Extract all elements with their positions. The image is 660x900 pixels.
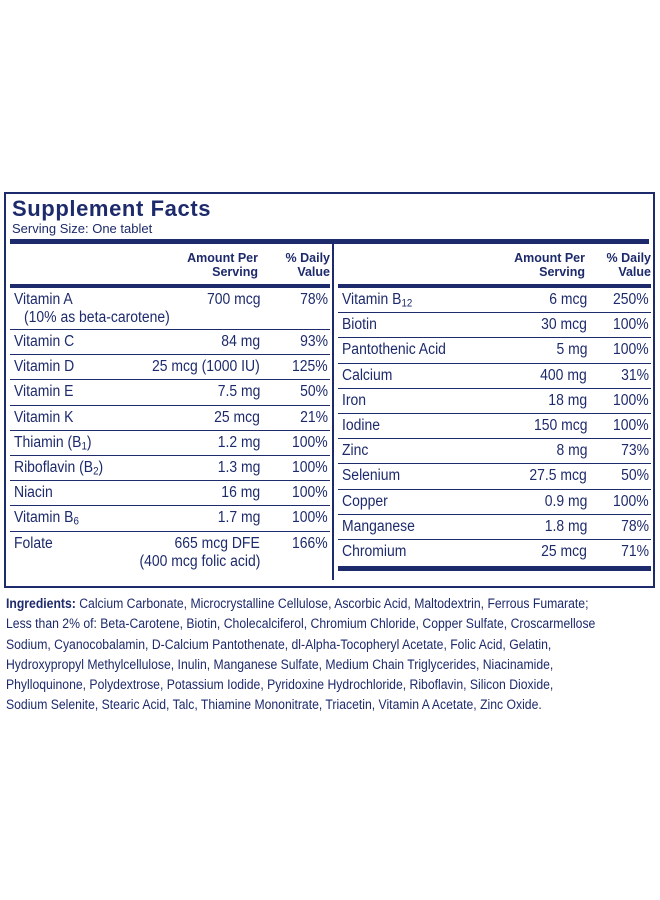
nutrient-amount: 665 mcg DFE [174,534,260,552]
nutrient-rows-left [10,288,330,573]
nutrient-name [342,367,392,385]
nutrient-amount: 30 mcg [541,316,587,334]
nutrient-row [338,389,651,414]
nutrient-daily-value: 100% [613,316,649,334]
dv-header [278,251,330,279]
nutrient-amount: 8 mg [555,442,587,460]
nutrient-name [342,543,406,561]
nutrient-name [342,291,412,309]
dv-header-line2: Value [297,265,330,279]
ingredients-line: Sodium, Cyanocobalamin, D-Calcium Pantothenate, dl-Alpha-Tocopheryl Acetate, Folic Acid, Gelatin, [6,636,552,653]
nutrient-name-text: Iron [342,391,367,409]
nutrient-name [14,409,73,427]
nutrient-row [10,330,330,355]
nutrient-row [338,515,651,540]
amount-header-line2: Serving [539,265,585,279]
nutrient-row [338,338,651,363]
nutrient-name [342,417,380,435]
nutrient-name [342,442,368,460]
nutrient-name-text: Chromium [342,542,407,560]
nutrient-amount: 18 mg [548,391,587,409]
nutrient-name-text: Copper [342,492,388,510]
supplement-facts-panel [4,192,655,588]
ingredients-section [6,594,656,716]
nutrient-name-text: Vitamin K [14,408,74,426]
nutrient-daily-value: 71% [621,542,649,560]
nutrient-subscript: 1 [81,440,87,453]
nutrient-subscript: 12 [401,297,413,310]
nutrient-column-right [338,244,651,571]
dv-header-line1: % Daily [606,251,651,265]
nutrient-row [10,532,330,573]
nutrient-name-text: Thiamin (B [14,433,82,451]
nutrient-row [338,490,651,515]
nutrient-name-text: Biotin [342,316,377,334]
nutrient-amount: 1.8 mg [544,517,587,535]
nutrient-name-text: Vitamin E [14,383,74,401]
nutrient-amount: 16 mg [221,484,260,502]
nutrient-daily-value: 73% [621,442,649,460]
nutrient-daily-value: 50% [300,383,328,401]
nutrient-name [342,493,388,511]
nutrient-amount: 1.7 mg [217,509,260,527]
nutrient-name-text: Pantothenic Acid [342,341,446,359]
nutrient-amount: 1.3 mg [217,458,260,476]
nutrient-name-text: Vitamin B [342,291,402,308]
amount-header [465,251,585,279]
nutrient-daily-value: 31% [621,366,649,384]
column-header [338,244,651,284]
nutrient-name-text: Zinc [342,442,369,460]
nutrient-daily-value: 100% [613,416,649,434]
nutrient-row [10,481,330,506]
nutrient-name-tail: ) [98,458,104,476]
nutrient-name-text: Manganese [342,517,415,535]
nutrient-name-text: Vitamin D [14,358,75,376]
nutrient-amount: 5 mg [555,341,587,359]
nutrient-amount-note: (400 mcg folic acid) [139,552,260,570]
nutrient-daily-value: 166% [292,534,328,552]
nutrient-name-tail: ) [86,433,92,451]
nutrient-subscript: 6 [73,516,79,529]
nutrient-amount: 1.2 mg [217,433,260,451]
amount-header-line1: Amount Per [514,251,585,265]
nutrient-daily-value: 100% [292,509,328,527]
nutrient-amount: 25 mcg [214,408,260,426]
ingredients-line: Sodium Selenite, Stearic Acid, Talc, Thiamine Mononitrate, Triacetin, Vitamin A Acetate, Zinc Oxide. [6,697,542,714]
nutrient-name-text: Vitamin B [14,509,74,527]
nutrient-column-left [10,244,330,573]
ingredients-line: Phylloquinone, Polydextrose, Potassium Iodide, Pyridoxine Hydrochloride, Riboflavin, Silicon Dioxide, [6,677,554,694]
ingredients-text: Calcium Carbonate, Microcrystalline Cellulose, Ascorbic Acid, Maltodextrin, Ferrous Fumarate; [75,596,589,612]
nutrient-daily-value: 78% [621,517,649,535]
column-header [10,244,330,284]
amount-header [138,251,258,279]
ingredients-label: Ingredients: [6,596,76,612]
nutrient-daily-value: 100% [292,484,328,502]
nutrient-daily-value: 21% [300,408,328,426]
nutrient-name [342,316,377,334]
nutrient-name [342,467,400,485]
nutrient-daily-value: 100% [292,458,328,476]
dv-header-line1: % Daily [285,251,330,265]
nutrient-daily-value: 100% [613,341,649,359]
nutrient-daily-value: 50% [621,467,649,485]
bottom-rule [338,566,651,571]
nutrient-amount: 6 mcg [549,291,587,308]
nutrient-daily-value: 100% [292,433,328,451]
nutrient-row [10,355,330,380]
ingredients-line: Hydroxypropyl Methylcellulose, Inulin, Manganese Sulfate, Medium Chain Triglycerides, Niacinamide, [6,656,554,673]
dv-header [599,251,651,279]
nutrient-row [10,431,330,456]
nutrient-name [14,434,92,452]
nutrient-row [338,288,651,313]
nutrient-name-text: Vitamin C [14,333,75,350]
nutrient-daily-value: 125% [292,358,328,376]
nutrient-name-text: Iodine [342,416,381,434]
nutrient-subscript: 2 [93,465,99,478]
nutrient-name-text: Calcium [342,366,393,384]
nutrient-daily-value: 93% [300,333,328,350]
nutrient-daily-value: 100% [613,492,649,510]
nutrient-rows-right [338,288,651,564]
column-divider [332,244,334,580]
nutrient-row [338,313,651,338]
nutrient-row [338,414,651,439]
nutrient-name-text: Riboflavin (B [14,458,94,476]
nutrient-row [10,406,330,431]
nutrient-name [342,392,366,410]
amount-header-line2: Serving [212,265,258,279]
nutrient-amount: 400 mg [540,366,587,384]
panel-title: Supplement Facts [12,196,212,221]
nutrient-name [14,535,53,553]
nutrient-row [10,456,330,481]
nutrient-daily-value: 78% [300,291,328,308]
serving-size: Serving Size: One tablet [12,221,153,236]
nutrient-name-note: (10% as beta-carotene) [24,309,170,326]
amount-header-line1: Amount Per [187,251,258,265]
nutrient-row [338,364,651,389]
nutrient-amount: 25 mcg (1000 IU) [152,358,260,376]
nutrient-amount: 25 mcg [541,542,587,560]
nutrient-daily-value: 250% [613,291,649,308]
nutrient-name-text: Folate [14,534,53,552]
nutrient-name [14,333,74,351]
nutrient-amount: 84 mg [221,333,260,350]
nutrient-name-text: Niacin [14,484,53,502]
nutrient-name [342,518,415,536]
nutrient-amount: 7.5 mg [217,383,260,401]
ingredients-line [6,594,589,614]
nutrient-row [338,439,651,464]
nutrient-row [338,540,651,564]
nutrient-name [14,509,79,527]
nutrient-name [14,291,73,309]
nutrient-daily-value: 100% [613,391,649,409]
nutrient-amount: 150 mcg [533,416,587,434]
nutrient-name [14,358,74,376]
dv-header-line2: Value [618,265,651,279]
nutrient-name [14,383,73,401]
ingredients-line: Less than 2% of: Beta-Carotene, Biotin, Cholecalciferol, Chromium Chloride, Copper Sulfate, Croscarmellose [6,616,596,633]
nutrient-name-text: Vitamin A [14,291,73,308]
nutrient-amount: 27.5 mcg [529,467,587,485]
nutrient-amount: 0.9 mg [544,492,587,510]
nutrient-row [10,380,330,405]
nutrient-name [14,459,103,477]
nutrient-name-text: Selenium [342,467,401,485]
nutrient-name [14,484,53,502]
nutrient-row [10,506,330,531]
nutrient-amount: 700 mcg [206,291,260,308]
nutrient-name [342,341,446,359]
nutrient-row [10,288,330,330]
nutrient-row [338,464,651,489]
